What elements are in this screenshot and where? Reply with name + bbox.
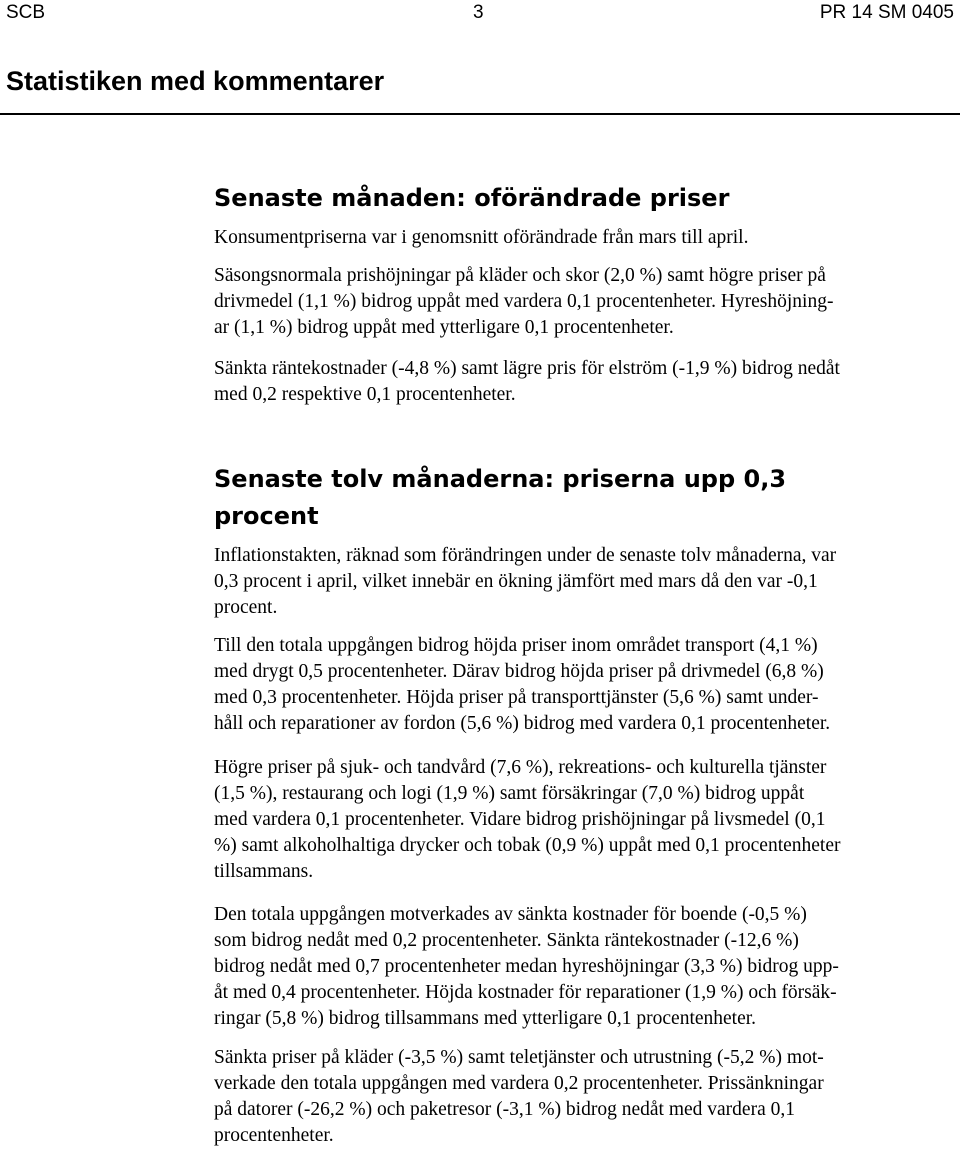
page-title: Statistiken med kommentarer bbox=[6, 66, 385, 96]
paragraph bbox=[214, 225, 954, 251]
paragraph bbox=[214, 902, 954, 1032]
text-line: Inflationstakten, räknad som förändringen under de senaste tolv månaderna, var bbox=[214, 545, 837, 566]
text-line: Den totala uppgången motverkades av sänkta kostnader för boende (-0,5 %) bbox=[214, 904, 807, 925]
text-line: med 0,2 respektive 0,1 procentenheter. bbox=[214, 384, 516, 405]
title-divider bbox=[0, 113, 960, 115]
header-org: SCB bbox=[6, 2, 46, 23]
text-line: Konsumentpriserna var i genomsnitt oförändrade från mars till april. bbox=[214, 227, 749, 248]
text-line: med vardera 0,1 procentenheter. Vidare bidrog prishöjningar på livsmedel (0,1 bbox=[214, 809, 826, 830]
paragraph bbox=[214, 263, 954, 341]
paragraph bbox=[214, 755, 954, 885]
text-line: Säsongsnormala prishöjningar på kläder och skor (2,0 %) samt högre priser på bbox=[214, 265, 826, 286]
text-line: Till den totala uppgången bidrog höjda priser inom området transport (4,1 %) bbox=[214, 635, 818, 656]
text-line: %) samt alkoholhaltiga drycker och tobak (0,9 %) uppåt med 0,1 procentenheter bbox=[214, 835, 841, 856]
text-line: ringar (5,8 %) bidrog tillsammans med ytterligare 0,1 procentenheter. bbox=[214, 1008, 757, 1029]
text-line: som bidrog nedåt med 0,2 procentenheter. Sänkta räntekostnader (-12,6 %) bbox=[214, 930, 799, 951]
text-line: med 0,3 procentenheter. Höjda priser på transporttjänster (5,6 %) samt under- bbox=[214, 687, 819, 708]
paragraph bbox=[214, 356, 954, 408]
heading-line: procent bbox=[214, 502, 319, 530]
paragraph bbox=[214, 1045, 954, 1149]
text-line: Högre priser på sjuk- och tandvård (7,6 %), rekreations- och kulturella tjänster bbox=[214, 757, 827, 778]
text-line: (1,5 %), restaurang och logi (1,9 %) samt försäkringar (7,0 %) bidrog uppåt bbox=[214, 783, 805, 804]
text-line: med drygt 0,5 procentenheter. Därav bidrog höjda priser på drivmedel (6,8 %) bbox=[214, 661, 824, 682]
text-line: procent. bbox=[214, 597, 278, 618]
header-report-id: PR 14 SM 0405 bbox=[819, 2, 954, 23]
section-heading-month: Senaste månaden: oförändrade priser bbox=[214, 184, 730, 212]
text-line: Sänkta räntekostnader (-4,8 %) samt lägre pris för elström (-1,9 %) bidrog nedåt bbox=[214, 358, 840, 379]
text-line: håll och reparationer av fordon (5,6 %) bidrog med vardera 0,1 procentenheter. bbox=[214, 713, 831, 734]
paragraph bbox=[214, 633, 954, 737]
heading-line: Senaste tolv månaderna: priserna upp 0,3 bbox=[214, 465, 787, 493]
text-line: drivmedel (1,1 %) bidrog uppåt med vardera 0,1 procentenheter. Hyreshöjning- bbox=[214, 291, 834, 312]
text-line: 0,3 procent i april, vilket innebär en ökning jämfört med mars då den var -0,1 bbox=[214, 571, 818, 592]
running-header bbox=[0, 0, 960, 30]
paragraph bbox=[214, 543, 954, 621]
text-line: verkade den totala uppgången med vardera 0,2 procentenheter. Prissänkningar bbox=[214, 1073, 824, 1094]
section-heading-twelve-months bbox=[214, 461, 954, 535]
text-line: tillsammans. bbox=[214, 861, 314, 882]
text-line: bidrog nedåt med 0,7 procentenheter medan hyreshöjningar (3,3 %) bidrog upp- bbox=[214, 956, 839, 977]
text-line: åt med 0,4 procentenheter. Höjda kostnader för reparationer (1,9 %) och försäk- bbox=[214, 982, 837, 1003]
text-line: ar (1,1 %) bidrog uppåt med ytterligare 0,1 procentenheter. bbox=[214, 317, 674, 338]
text-line: på datorer (-26,2 %) och paketresor (-3,1 %) bidrog nedåt med vardera 0,1 bbox=[214, 1099, 795, 1120]
text-line: procentenheter. bbox=[214, 1125, 334, 1146]
page-number: 3 bbox=[473, 2, 484, 23]
text-line: Sänkta priser på kläder (-3,5 %) samt teletjänster och utrustning (-5,2 %) mot- bbox=[214, 1047, 824, 1068]
